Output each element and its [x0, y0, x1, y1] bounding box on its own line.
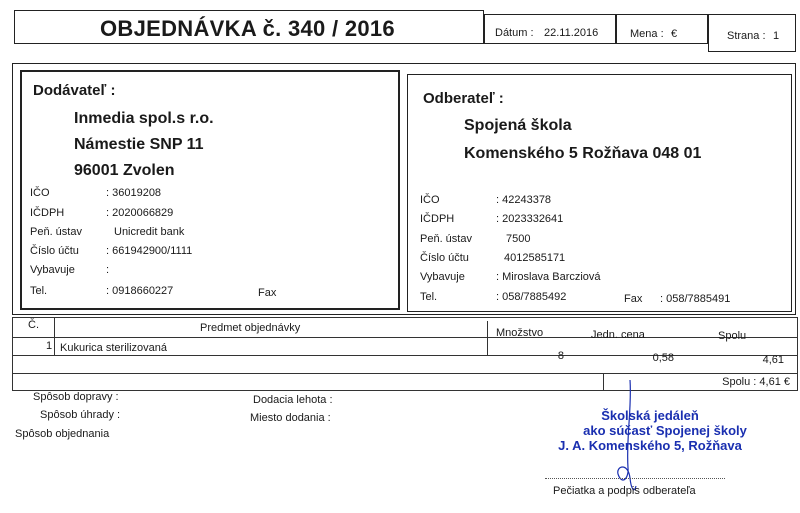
- currency-label: Mena :: [630, 28, 664, 40]
- table-col-total: Spolu: [718, 330, 747, 342]
- customer-name: Spojená škola: [464, 117, 572, 134]
- sum-total: Spolu : 4,61 €: [722, 376, 790, 388]
- supplier-account-label: Číslo účtu: [30, 245, 79, 257]
- table-right-border: [797, 317, 798, 390]
- row-item: Kukurica sterilizovaná: [60, 342, 167, 354]
- row-qty: 8: [557, 350, 564, 362]
- customer-bank-value: 7500: [506, 233, 531, 245]
- table-row-line: [12, 355, 798, 356]
- customer-heading: Odberateľ :: [423, 90, 504, 107]
- page-label: Strana :: [727, 30, 766, 42]
- customer-handler-label: Vybavuje: [420, 271, 465, 283]
- footer-ordering: Spôsob objednania: [15, 428, 110, 440]
- currency-value: €: [671, 28, 678, 40]
- customer-ico-value: : 42243378: [496, 194, 552, 206]
- page-title: OBJEDNÁVKA č. 340 / 2016: [100, 16, 395, 41]
- supplier-handler-label: Vybavuje: [30, 264, 75, 276]
- footer-delivery-term: Dodacia lehota :: [253, 394, 333, 406]
- supplier-street: Námestie SNP 11: [74, 136, 204, 153]
- supplier-city: 96001 Zvolen: [74, 162, 175, 179]
- supplier-box: [20, 70, 400, 310]
- supplier-bank-label: Peň. ústav: [30, 226, 82, 238]
- customer-handler-value: : Miroslava Barcziová: [496, 271, 601, 283]
- signature-line: [545, 478, 725, 479]
- supplier-icdph-value: : 2020066829: [106, 207, 174, 219]
- table-left-border: [12, 317, 13, 390]
- table-col-qty: Množstvo: [496, 327, 544, 339]
- table-col-item: Predmet objednávky: [200, 322, 301, 334]
- school-stamp: [520, 408, 780, 453]
- supplier-tel-value: : 0918660227: [106, 285, 174, 297]
- supplier-account-value: : 661942900/1111: [106, 245, 193, 257]
- row-no: 1: [46, 340, 53, 352]
- signature-scribble: [600, 378, 650, 498]
- customer-tel-label: Tel.: [420, 291, 438, 303]
- supplier-bank-value: Unicredit bank: [114, 226, 185, 238]
- stamp-line-3: J. A. Komenského 5, Rožňava: [558, 438, 742, 453]
- table-end-line: [12, 373, 798, 374]
- customer-icdph-label: IČDPH: [420, 213, 455, 225]
- page-value: 1: [773, 30, 780, 42]
- customer-bank-label: Peň. ústav: [420, 233, 472, 245]
- customer-fax-label: Fax: [624, 293, 643, 305]
- table-sum-line: [12, 390, 798, 391]
- table-top-line: [12, 317, 798, 318]
- supplier-handler-value: :: [106, 264, 110, 276]
- table-col-no: Č.: [28, 319, 39, 331]
- customer-icdph-value: : 2023332641: [496, 213, 564, 225]
- customer-address: Komenského 5 Rožňava 048 01: [464, 145, 702, 162]
- table-col-unit: Jedn. cena: [591, 329, 645, 341]
- date-label: Dátum :: [495, 27, 534, 39]
- customer-fax-value: : 058/7885491: [660, 293, 731, 305]
- supplier-icdph-label: IČDPH: [30, 207, 65, 219]
- customer-account-label: Číslo účtu: [420, 252, 469, 264]
- supplier-ico-value: : 36019208: [106, 187, 162, 199]
- footer-transport: Spôsob dopravy :: [33, 391, 119, 403]
- date-value: 22.11.2016: [544, 27, 599, 39]
- customer-account-value: 4012585171: [504, 252, 566, 264]
- customer-ico-label: IČO: [420, 194, 440, 206]
- row-total: 4,61: [762, 354, 784, 366]
- supplier-name: Inmedia spol.s r.o.: [74, 110, 214, 127]
- stamp-line-2: ako súčasť Spojenej školy: [583, 423, 747, 438]
- supplier-heading: Dodávateľ :: [33, 82, 116, 99]
- supplier-ico-label: IČO: [30, 187, 50, 199]
- table-col-no-divider: [54, 317, 55, 355]
- signature-label: Pečiatka a podpis odberateľa: [553, 485, 696, 497]
- table-header-line: [12, 337, 798, 338]
- row-unit: 0,58: [652, 352, 674, 364]
- customer-tel-value: : 058/7885492: [496, 291, 567, 303]
- supplier-fax-label: Fax: [258, 287, 277, 299]
- supplier-tel-label: Tel.: [30, 285, 48, 297]
- footer-delivery-place: Miesto dodania :: [250, 412, 331, 424]
- stamp-line-1: Školská jedáleň: [601, 408, 699, 423]
- footer-payment: Spôsob úhrady :: [40, 409, 121, 421]
- table-col-item-divider: [487, 321, 488, 355]
